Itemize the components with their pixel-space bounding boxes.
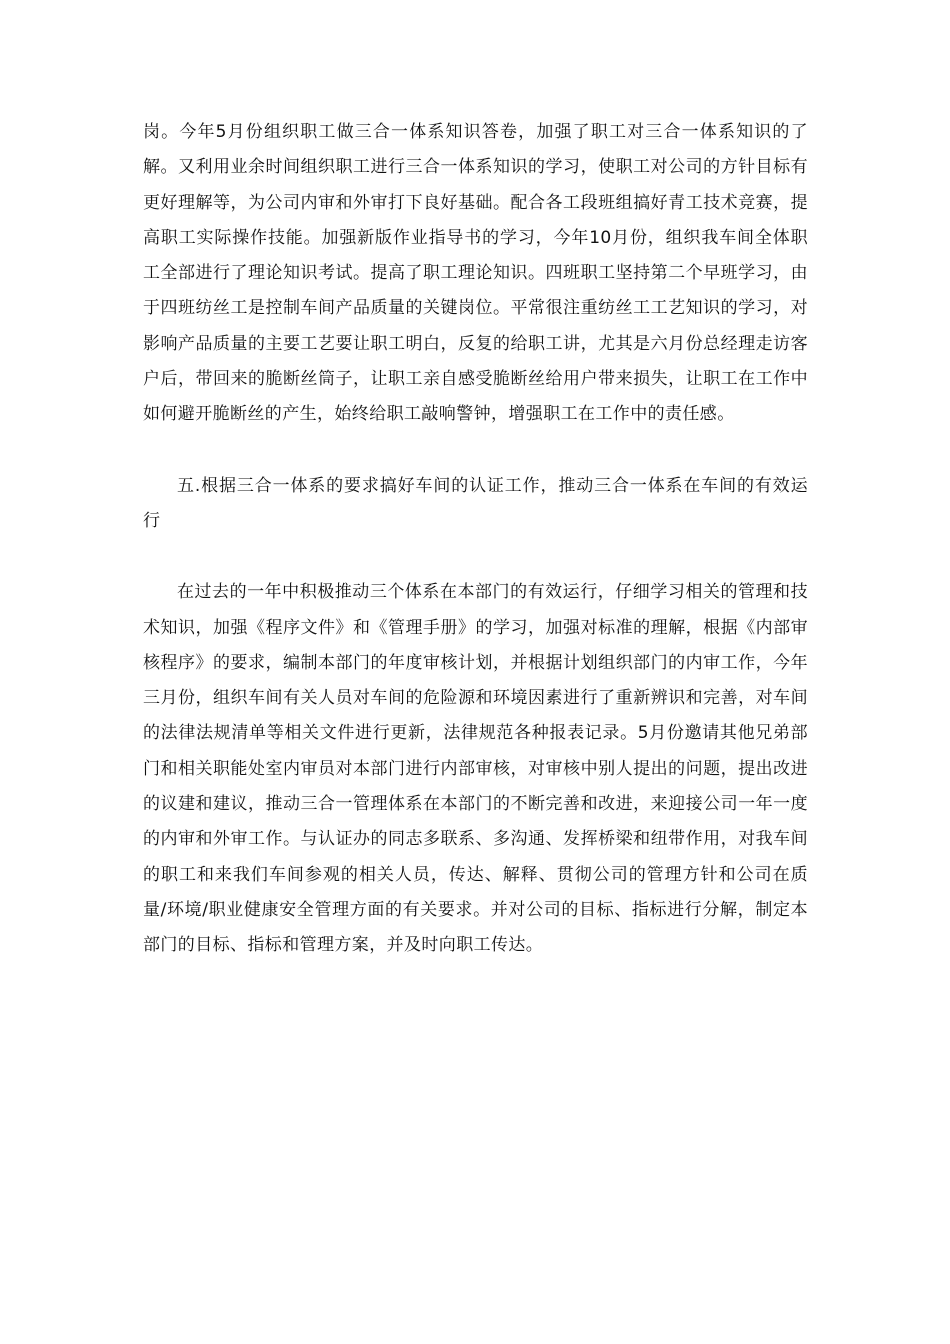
paragraph-continuation: 岗。今年5月份组织职工做三合一体系知识答卷，加强了职工对三合一体系知识的了解。又利用业余时间组织职工进行三合一体系知识的学习，使职工对公司的方针目标有更好理解等，为公司内审和外审打下良好基础。配合各工段班组搞好青工技术竞赛，提高职工实际操作技能。加强新版作业指导书的学习，今年10月份，组织我车间全体职工全部进行了理论知识考试。提高了职工理论知识。四班职工坚持第二个早班学习，由于四班纺丝工是控制车间产品质量的关键岗位。平常很注重纺丝工工艺知识的学习，对影响产品质量的主要工艺要让职工明白，反复的给职工讲，尤其是六月份总经理走访客户后，带回来的脆断丝筒子，让职工亲自感受脆断丝给用户带来损失，让职工在工作中如何避开脆断丝的产生，始终给职工敲响警钟，增强职工在工作中的责任感。 <box>143 122 808 425</box>
paragraph-body: 在过去的一年中积极推动三个体系在本部门的有效运行，仔细学习相关的管理和技术知识，加强《程序文件》和《管理手册》的学习，加强对标准的理解，根据《内部审核程序》的要求，编制本部门的年度审核计划，并根据计划组织部门的内审工作，今年三月份，组织车间有关人员对车间的危险源和环境因素进行了重新辨识和完善，对车间的法律法规清单等相关文件进行更新，法律规范各种报表记录。5月份邀请其他兄弟部门和相关职能处室内审员对本部门进行内部审核，对审核中别人提出的问题，提出改进的议建和建议，推动三合一管理体系在本部门的不断完善和改进，来迎接公司一年一度的内审和外审工作。与认证办的同志多联系、多沟通、发挥桥梁和纽带作用，对我车间的职工和来我们车间参观的相关人员，传达、解释、贯彻公司的管理方针和公司在质量/环境/职业健康安全管理方面的有关要求。并对公司的目标、指标进行分解，制定本部门的目标、指标和管理方案，并及时向职工传达。 <box>143 582 808 956</box>
section-heading: 五.根据三合一体系的要求搞好车间的认证工作，推动三合一体系在车间的有效运行 <box>143 475 808 531</box>
paragraph-spacer <box>143 433 808 469</box>
document-body <box>143 115 808 964</box>
paragraph-spacer <box>143 539 808 575</box>
